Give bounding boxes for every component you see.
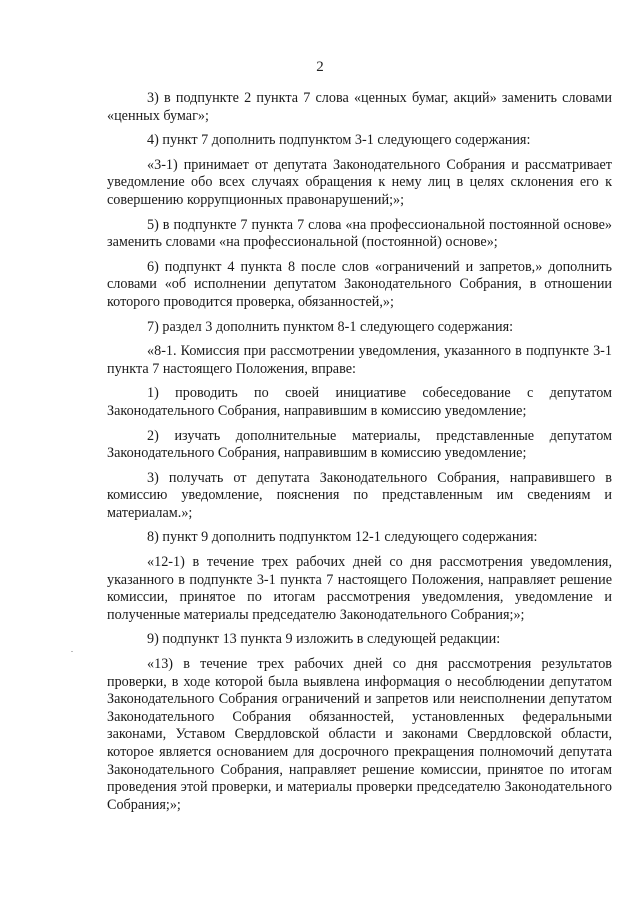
paragraph-2: 4) пункт 7 дополнить подпунктом 3-1 следующего содержания: xyxy=(147,132,531,149)
paragraph-9: 2) изучать дополнительные материалы, представленные депутатом Законодательного Собрания, направившим в комиссию уведомление; xyxy=(107,427,612,462)
paragraph-12: «12-1) в течение трех рабочих дней со дня рассмотрения уведомления, указанного в подпункте 3-1 пункта 7 настоящего Положения, направляет решение комиссии, принятое по итогам рассмотрения уведомления, уведомление и полученные материалы председателю Законодательного Собрания;»; xyxy=(107,554,612,623)
page-number: 2 xyxy=(316,59,324,75)
paragraph-6: 7) раздел 3 дополнить пунктом 8-1 следующего содержания: xyxy=(147,318,514,335)
paragraph-10: 3) получать от депутата Законодательного Собрания, направившего в комиссию уведомление, пояснения по представленным им сведениям и материалам.»; xyxy=(107,469,612,521)
paragraph-8: 1) проводить по своей инициативе собеседование с депутатом Законодательного Собрания, направившим в комиссию уведомление; xyxy=(107,385,612,419)
paragraph-7: «8-1. Комиссия при рассмотрении уведомления, указанного в подпункте 3-1 пункта 7 настоящего Положения, вправе: xyxy=(107,343,612,377)
scan-speck xyxy=(71,651,73,652)
paragraph-4: 5) в подпункте 7 пункта 7 слова «на профессиональной постоянной основе» заменить словами «на профессиональной (постоянной) основе»; xyxy=(107,216,612,251)
paragraph-13: 9) подпункт 13 пункта 9 изложить в следующей редакции: xyxy=(147,631,501,648)
paragraph-1: 3) в подпункте 2 пункта 7 слова «ценных бумаг, акций» заменить словами «ценных бумаг»; xyxy=(107,90,612,124)
paragraph-11: 8) пункт 9 дополнить подпунктом 12-1 следующего содержания: xyxy=(147,529,538,546)
paragraph-5: 6) подпункт 4 пункта 8 после слов «ограничений и запретов,» дополнить словами «об исполнении депутатом Законодательного Собрания, в отношении которого проводится проверка, обязанностей,»; xyxy=(107,258,612,310)
document-body xyxy=(107,90,612,821)
paragraph-14: «13) в течение трех рабочих дней со дня рассмотрения результатов проверки, в ходе которой была выявлена информация о несоблюдении депутатом Законодательного Собрания ограничений и запретов или неисполнении депутатом Законодательного Собрания обязанностей, установленных федеральными законами, Уставом Свердловской области и законами Свердловской области, которое является основанием для досрочного прекращения полномочий депутата Законодательного Собрания, направляет решение комиссии, принятое по итогам проведения этой проверки, и материалы проверки председателю Законодательного Собрания;»; xyxy=(107,656,612,813)
paragraph-3: «3-1) принимает от депутата Законодательного Собрания и рассматривает уведомление обо всех случаях обращения к нему лиц в целях склонения его к совершению коррупционных правонарушений;»; xyxy=(107,156,612,208)
